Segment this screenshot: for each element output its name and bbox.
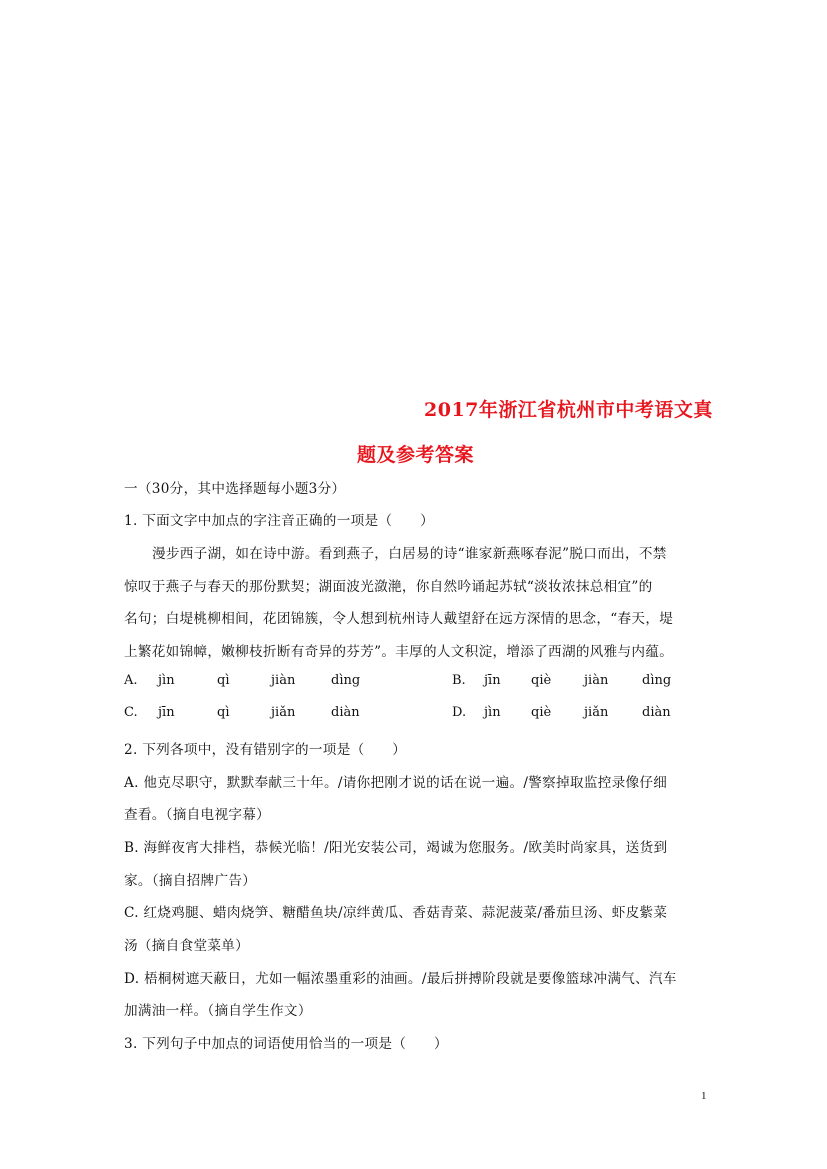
passage-line: 上繁花如锦幛，嫩柳枝折断有奇异的芬芳”。丰厚的人文积淀，增添了西湖的风雅与内蕴。 [124, 644, 674, 660]
question-2-option-a-cont: 查看。（摘自电视字幕） [124, 807, 271, 823]
question-3-stem: 3. 下列句子中加点的词语使用恰当的一项是（ ） [124, 1036, 448, 1052]
question-2-option-c: C. 红烧鸡腿、蜡肉烧笋、糖醋鱼块/凉绊黄瓜、香菇青菜、蒜泥菠菜/番茄旦汤、虾皮紫菜 [124, 905, 668, 921]
option-c: C. jīn qì jiǎn diàn [124, 705, 360, 720]
option-a: A. jìn qì jiàn dìng [124, 673, 361, 688]
option-b: B. jīn qiè jiàn dìng [452, 673, 672, 688]
page-number: 1 [701, 1090, 707, 1102]
question-2-option-b: B. 海鲜夜宵大排档，恭候光临！/阳光安装公司，竭诚为您服务。/欧美时尚家具，送货到 [124, 840, 668, 856]
question-2-option-a: A. 他克尽职守，默默奉献三十年。/请你把刚才说的话在说一遍。/警察掉取监控录像仔细 [124, 775, 668, 791]
doc-title-line-1: 2017年浙江省杭州市中考语文真 [424, 399, 713, 421]
passage-line: 名句；白堤桃柳相间，花团锦簇，令人想到杭州诗人戴望舒在远方深情的思念，“春天，堤 [124, 611, 674, 627]
doc-title-line-2: 题及参考答案 [357, 444, 475, 466]
question-2-option-d: D. 梧桐树遮天蔽日，尤如一幅浓墨重彩的油画。/最后拼搏阶段就是要像篮球冲满气、汽车 [124, 971, 677, 987]
option-d: D. jìn qiè jiǎn diàn [452, 705, 671, 720]
question-2-stem: 2. 下列各项中，没有错别字的一项是（ ） [124, 742, 407, 758]
passage-line: 漫步西子湖，如在诗中游。看到燕子，白居易的诗“谁家新燕啄春泥”脱口而出，不禁 [152, 546, 667, 562]
question-2-option-b-cont: 家。（摘自招牌广告） [124, 873, 257, 889]
question-1-stem: 1. 下面文字中加点的字注音正确的一项是（ ） [124, 513, 434, 529]
question-2-option-c-cont: 汤（摘自食堂菜单） [124, 938, 250, 954]
section-header: 一（30分，其中选择题每小题3分） [124, 481, 346, 497]
passage-line: 惊叹于燕子与春天的那份默契；湖面波光潋滟，你自然吟诵起苏轼“淡妆浓抹总相宜”的 [124, 579, 653, 595]
question-2-option-d-cont: 加满油一样。（摘自学生作文） [124, 1003, 312, 1019]
